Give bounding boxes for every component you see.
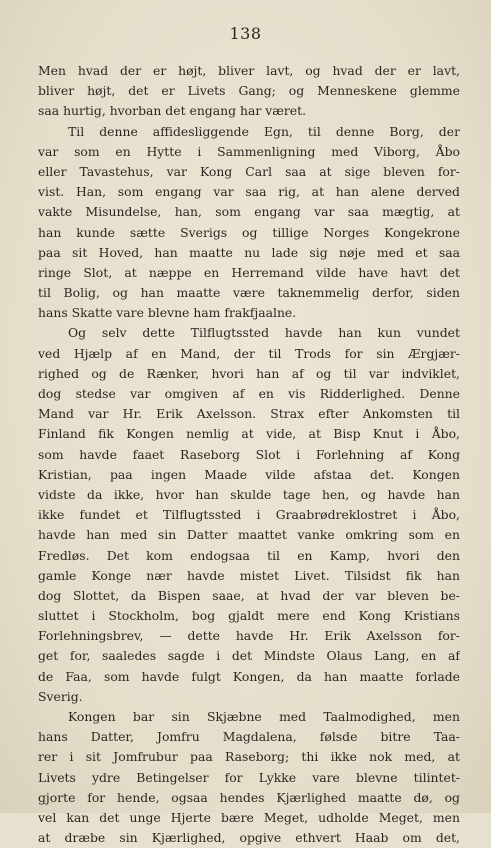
text-line: Og selv dette Tilflugtssted havde han kun vundet — [68, 325, 460, 341]
text-line: rer i sit Jomfrubur paa Raseborg; thi ikke nok med, at — [38, 749, 460, 765]
text-line: Sverig. — [38, 688, 83, 704]
text-line: de Faa, som havde fulgt Kongen, da han maatte forlade — [38, 668, 460, 684]
text-line: Kristian, paa ingen Maade vilde afstaa det. Kongen — [38, 466, 460, 482]
text-line: vakte Misundelse, han, som engang var saa mægtig, at — [38, 204, 460, 220]
text-line: var som en Hytte i Sammenligning med Viborg, Åbo — [38, 143, 460, 159]
text-line: til Bolig, og han maatte være taknemmelig derfor, siden — [38, 285, 460, 301]
text-line: get for, saaledes sagde i det Mindste Olaus Lang, en af — [38, 648, 460, 664]
text-line: Men hvad der er højt, bliver lavt, og hvad der er lavt, — [38, 63, 460, 78]
text-line: righed og de Rænker, hvori han af og til var indviklet, — [38, 365, 460, 381]
text-line: ikke fundet et Tilflugtssted i Graabrødreklostret i Åbo, — [38, 507, 460, 523]
text-line: Kongen bar sin Skjæbne med Taalmodighed, men — [68, 709, 460, 724]
text-line: Finland fik Kongen nemlig at vide, at Bisp Knut i Åbo, — [38, 426, 460, 442]
text-line: dog stedse var omgiven af en vis Ridderlighed. Denne — [38, 386, 460, 401]
text-line: sluttet i Stockholm, bog gjaldt mere end Kong Kristians — [38, 608, 460, 624]
text-line: vist. Han, som engang var saa rig, at han alene derved — [38, 184, 460, 200]
text-line: eller Tavastehus, var Kong Carl saa at sige bleven for- — [38, 163, 460, 179]
text-line: Livets ydre Betingelser for Lykke vare blevne tilintet- — [38, 769, 460, 785]
page-text — [38, 61, 460, 848]
text-line: Mand var Hr. Erik Axelsson. Strax efter Ankomsten til — [38, 406, 460, 422]
text-line: Fredløs. Det kom endogsaa til en Kamp, hvori den — [38, 547, 460, 563]
text-line: paa sit Hoved, han maatte nu lade sig nøje med et saa — [38, 244, 460, 260]
text-line: havde han med sin Datter maattet vanke omkring som en — [38, 527, 460, 543]
text-line: saa hurtig, hvorban det engang har været. — [38, 103, 307, 119]
text-line: vel kan det unge Hjerte bære Meget, udholde Meget, men — [38, 809, 460, 825]
text-line: Forlehningsbrev, — dette havde Hr. Erik Axelsson for- — [38, 628, 460, 644]
page-number: 138 — [229, 24, 262, 43]
text-line: at dræbe sin Kjærlighed, opgive ethvert Haab om det, — [38, 830, 460, 846]
text-line: som havde faaet Raseborg Slot i Forlehning af Kong — [38, 446, 460, 462]
text-line: ved Hjælp af en Mand, der til Trods for sin Ærgjær- — [38, 345, 460, 361]
text-line: hans Datter, Jomfru Magdalena, følsde bitre Taa- — [38, 729, 460, 745]
text-line: han kunde sætte Sverigs og tillige Norges Kongekrone — [38, 224, 460, 240]
text-line: gjorte for hende, ogsaa hendes Kjærlighed maatte dø, og — [38, 789, 460, 805]
text-line: ringe Slot, at næppe en Herremand vilde have havt det — [38, 264, 460, 280]
text-line: hans Skatte vare blevne ham frakfjaalne. — [38, 305, 297, 321]
text-line: gamle Konge nær havde mistet Livet. Tilsidst fik han — [38, 567, 460, 583]
text-line: Til denne affidesliggende Egn, til denne Borg, der — [68, 123, 460, 139]
text-line: bliver højt, det er Livets Gang; og Menneskene glemme — [38, 83, 460, 99]
text-line: dog Slottet, da Bispen saae, at hvad der var bleven be- — [38, 587, 460, 603]
text-line: vidste da ikke, hvor han skulde tage hen, og havde han — [38, 486, 460, 502]
